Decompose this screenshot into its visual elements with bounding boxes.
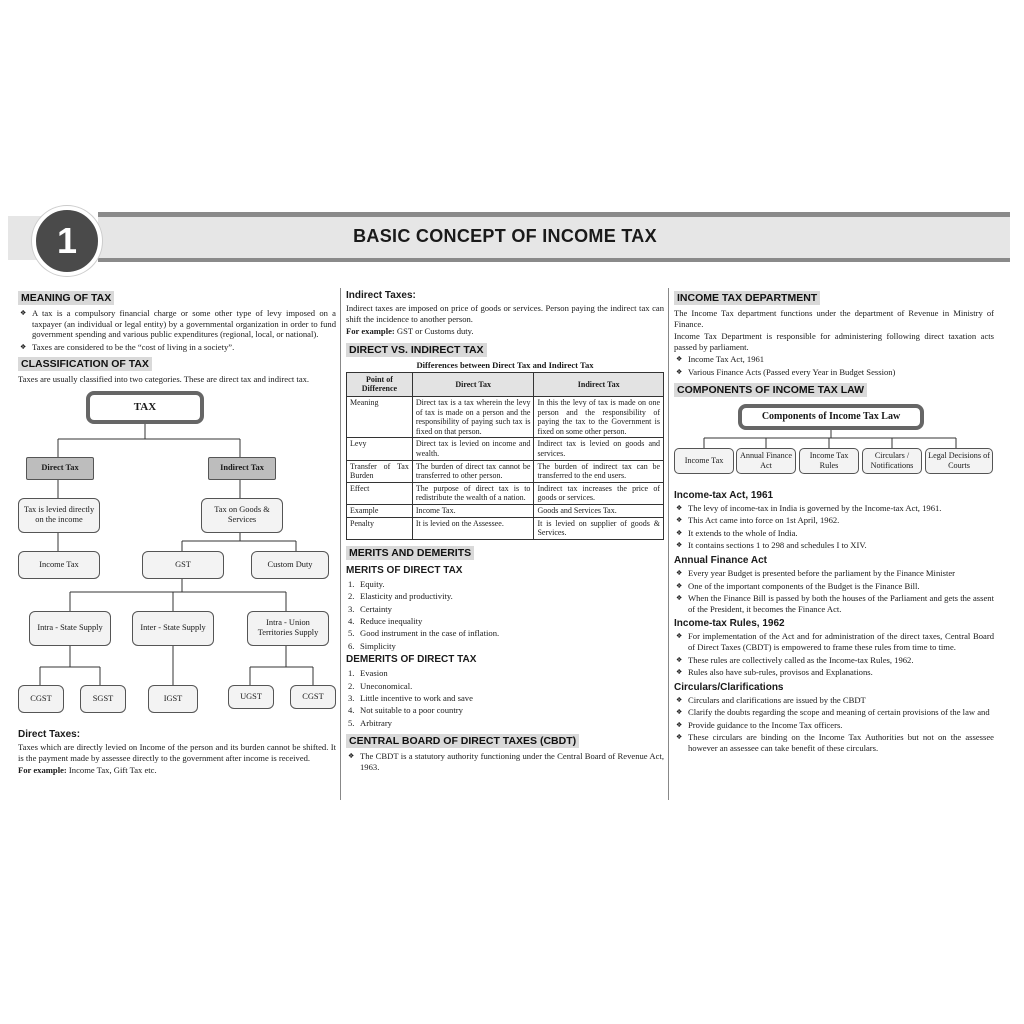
act-item: ❖ It extends to the whole of India.: [674, 528, 994, 539]
table-header: Indirect Tax: [534, 372, 664, 396]
component-legal-decisions: Legal Decisions of Courts: [925, 448, 993, 474]
component-income-tax: Income Tax: [674, 448, 734, 474]
demerit-item: 5. Arbitrary: [348, 717, 392, 728]
rules-item: ❖ For implementation of the Act and for administration of the direct taxes, Central Board of Direct Taxes (CBDT) is empowered to frame these rules from time to time.: [674, 631, 994, 652]
table-cell: Levy: [347, 438, 413, 460]
merit-item: 1. Equity.: [348, 578, 385, 589]
table-cell: It is levied on the Assessee.: [412, 517, 534, 539]
demerit-item: 2. Uneconomical.: [348, 680, 413, 691]
components-diagram: [674, 404, 994, 486]
component-finance-act: Annual Finance Act: [736, 448, 796, 474]
merit-item: 3. Certainty: [348, 603, 392, 614]
demerit-item: 1. Evasion: [348, 668, 388, 679]
table-cell: The purpose of direct tax is to redistribute the wealth of a nation.: [412, 482, 534, 504]
components-heading: COMPONENTS OF INCOME TAX LAW: [674, 383, 867, 397]
direct-taxes-heading: Direct Taxes:: [18, 728, 81, 740]
circular-item: ❖ These circulars are binding on the Income Tax Authorities but not on the assessee however an assessee can take benefit of these circulars.: [674, 732, 994, 753]
column-divider-1: [340, 288, 341, 800]
tree-node-intra-union: Intra - Union Territories Supply: [247, 611, 329, 646]
tree-node-income-tax: Income Tax: [18, 551, 100, 579]
circular-item: ❖ Circulars and clarifications are issued by the CBDT: [674, 695, 994, 706]
tree-node-cgst-ut: CGST: [290, 685, 336, 709]
cbdt-heading: CENTRAL BOARD OF DIRECT TAXES (CBDT): [346, 734, 579, 748]
direct-taxes-text: Taxes which are directly levied on Income of the person and its burden cannot be shifted. It is the payment made by assessee directly to the government after income is received.: [18, 741, 336, 763]
column-middle: [346, 288, 664, 774]
tree-node-direct-desc: Tax is levied directly on the income: [18, 498, 100, 533]
meaning-item: ❖ Taxes are considered to be the “cost of living in a society”.: [18, 342, 336, 353]
tax-classification-tree: [18, 391, 338, 721]
table-header-row: [347, 372, 664, 396]
demerit-item: 4. Not suitable to a poor country: [348, 705, 463, 716]
table-cell: Effect: [347, 482, 413, 504]
rules-item: ❖ These rules are collectively called as the Income-tax Rules, 1962.: [674, 655, 994, 666]
tree-node-cgst: CGST: [18, 685, 64, 713]
act-item: ❖ It contains sections 1 to 298 and schedules I to XIV.: [674, 540, 994, 551]
merit-item: 4. Reduce inequality: [348, 615, 423, 626]
table-row: [347, 460, 664, 482]
indirect-taxes-text: Indirect taxes are imposed on price of goods or services. Person paying the indirect tax can shift the incidence to another person.: [346, 303, 664, 324]
cbdt-item: ❖ The CBDT is a statutory authority functioning under the Central Board of Revenue Act, 1963.: [346, 751, 664, 772]
dept-text-1: The Income Tax department functions under the department of Revenue in Ministry of Finance.: [674, 308, 994, 329]
tree-node-gst: GST: [142, 551, 224, 579]
component-tax-rules: Income Tax Rules: [799, 448, 859, 474]
tree-node-indirect-desc: Tax on Goods & Services: [201, 498, 283, 533]
rules-item: ❖ Rules also have sub-rules, provisos and Explanations.: [674, 667, 994, 678]
table-cell: Transfer of Tax Burden: [347, 460, 413, 482]
component-circulars: Circulars / Notifications: [862, 448, 922, 474]
tree-node-tax: TAX: [86, 391, 204, 424]
demerits-list: [346, 667, 664, 729]
example-text: GST or Customs duty.: [396, 326, 474, 337]
finance-act-heading: Annual Finance Act: [674, 554, 767, 566]
dept-item: ❖ Various Finance Acts (Passed every Year in Budget Session): [674, 367, 994, 378]
tree-node-intra-state: Intra - State Supply: [29, 611, 111, 646]
tree-node-igst: IGST: [148, 685, 198, 713]
table-row: [347, 517, 664, 539]
chapter-title: BASIC CONCEPT OF INCOME TAX: [353, 226, 657, 246]
column-divider-2: [668, 288, 669, 800]
tree-node-direct-tax: Direct Tax: [26, 457, 94, 480]
meaning-item: ❖ A tax is a compulsory financial charge or some other type of levy imposed on a taxpayer (an individual or legal entity) by a governmental organization in order to fund government spending and various public expenditures (regional, local, or national).: [18, 308, 336, 340]
act-item: ❖ The levy of income-tax in India is governed by the Income-tax Act, 1961.: [674, 503, 994, 514]
classification-text: Taxes are usually classified into two categories. These are direct tax and indirect tax.: [18, 374, 310, 385]
finance-item: ❖ One of the important components of the Budget is the Finance Bill.: [674, 581, 994, 592]
tax-rules-heading: Income-tax Rules, 1962: [674, 618, 785, 630]
merits-list: [346, 578, 664, 652]
dept-list: [674, 354, 994, 377]
act-item: ❖ This Act came into force on 1st April, 1962.: [674, 515, 994, 526]
dept-text-2: Income Tax Department is responsible for administering following direct taxation acts passed by parliament.: [674, 331, 994, 352]
merits-demerits-heading: MERITS AND DEMERITS: [346, 546, 474, 560]
table-row: [347, 482, 664, 504]
finance-item: ❖ Every year Budget is presented before the parliament by the Finance Minister: [674, 568, 994, 579]
tree-node-ugst: UGST: [228, 685, 274, 709]
column-left: [18, 288, 336, 778]
table-cell: Meaning: [347, 396, 413, 437]
table-caption: Differences between Direct Tax and Indirect Tax: [416, 359, 594, 370]
dept-item: ❖ Income Tax Act, 1961: [674, 354, 994, 365]
tree-node-indirect-tax: Indirect Tax: [208, 457, 276, 480]
table-row: [347, 438, 664, 460]
table-row: [347, 504, 664, 517]
tree-node-custom-duty: Custom Duty: [251, 551, 329, 579]
indirect-taxes-example: [346, 326, 664, 337]
table-cell: The burden of direct tax cannot be transferred to other person.: [412, 460, 534, 482]
tax-rules-list: [674, 631, 994, 677]
table-row: [347, 396, 664, 437]
example-label: For example:: [346, 326, 395, 337]
table-cell: Direct tax is a tax wherein the levy of tax is made on a person and the responsibility of paying such tax is fixed on that person.: [412, 396, 534, 437]
classification-heading: CLASSIFICATION OF TAX: [18, 357, 152, 371]
demerit-item: 3. Little incentive to work and save: [348, 692, 473, 703]
cbdt-list: [346, 751, 664, 772]
banner-bottom-stripe: [98, 258, 1010, 262]
table-cell: Direct tax is levied on income and wealth.: [412, 438, 534, 460]
chapter-number: 1: [32, 206, 102, 276]
merit-item: 5. Good instrument in the case of inflation.: [348, 628, 500, 639]
income-tax-act-list: [674, 503, 994, 551]
comparison-table: [346, 372, 664, 540]
circular-item: ❖ Provide guidance to the Income Tax officers.: [674, 720, 994, 731]
circular-item: ❖ Clarify the doubts regarding the scope and meaning of certain provisions of the law and: [674, 707, 994, 718]
tree-node-inter-state: Inter - State Supply: [132, 611, 214, 646]
table-cell: Penalty: [347, 517, 413, 539]
example-text: Income Tax, Gift Tax etc.: [68, 765, 157, 776]
table-header: Point of Difference: [347, 372, 413, 396]
example-label: For example:: [18, 765, 67, 776]
finance-act-list: [674, 568, 994, 614]
meaning-heading: MEANING OF TAX: [18, 291, 114, 305]
meaning-list: [18, 308, 336, 352]
indirect-taxes-heading: Indirect Taxes:: [346, 290, 416, 301]
income-tax-dept-heading: INCOME TAX DEPARTMENT: [674, 291, 820, 305]
column-right: [674, 288, 994, 756]
table-cell: Goods and Services Tax.: [534, 504, 664, 517]
merit-item: 2. Elasticity and productivity.: [348, 591, 453, 602]
table-cell: Income Tax.: [412, 504, 534, 517]
table-cell: The burden of indirect tax can be transferred to the end users.: [534, 460, 664, 482]
merits-subheading: MERITS OF DIRECT TAX: [346, 564, 463, 576]
direct-taxes-example: [18, 765, 336, 776]
table-cell: It is levied on supplier of goods & Services.: [534, 517, 664, 539]
merit-item: 6. Simplicity: [348, 640, 396, 651]
components-root-node: Components of Income Tax Law: [738, 404, 924, 430]
finance-item: ❖ When the Finance Bill is passed by both the houses of the Parliament and gets the assent of the President, it becomes the Finance Act.: [674, 593, 994, 614]
table-cell: In this the levy of tax is made on one person and the responsibility of paying the tax to the Government is fixed on some other person.: [534, 396, 664, 437]
table-cell: Indirect tax is levied on goods and services.: [534, 438, 664, 460]
table-cell: Indirect tax increases the price of goods or services.: [534, 482, 664, 504]
table-header: Direct Tax: [412, 372, 534, 396]
income-tax-act-heading: Income-tax Act, 1961: [674, 489, 774, 501]
tree-node-sgst: SGST: [80, 685, 126, 713]
table-cell: Example: [347, 504, 413, 517]
circulars-list: [674, 695, 994, 754]
direct-vs-indirect-heading: DIRECT VS. INDIRECT TAX: [346, 343, 487, 357]
circulars-heading: Circulars/Clarifications: [674, 681, 784, 693]
demerits-subheading: DEMERITS OF DIRECT TAX: [346, 654, 477, 666]
